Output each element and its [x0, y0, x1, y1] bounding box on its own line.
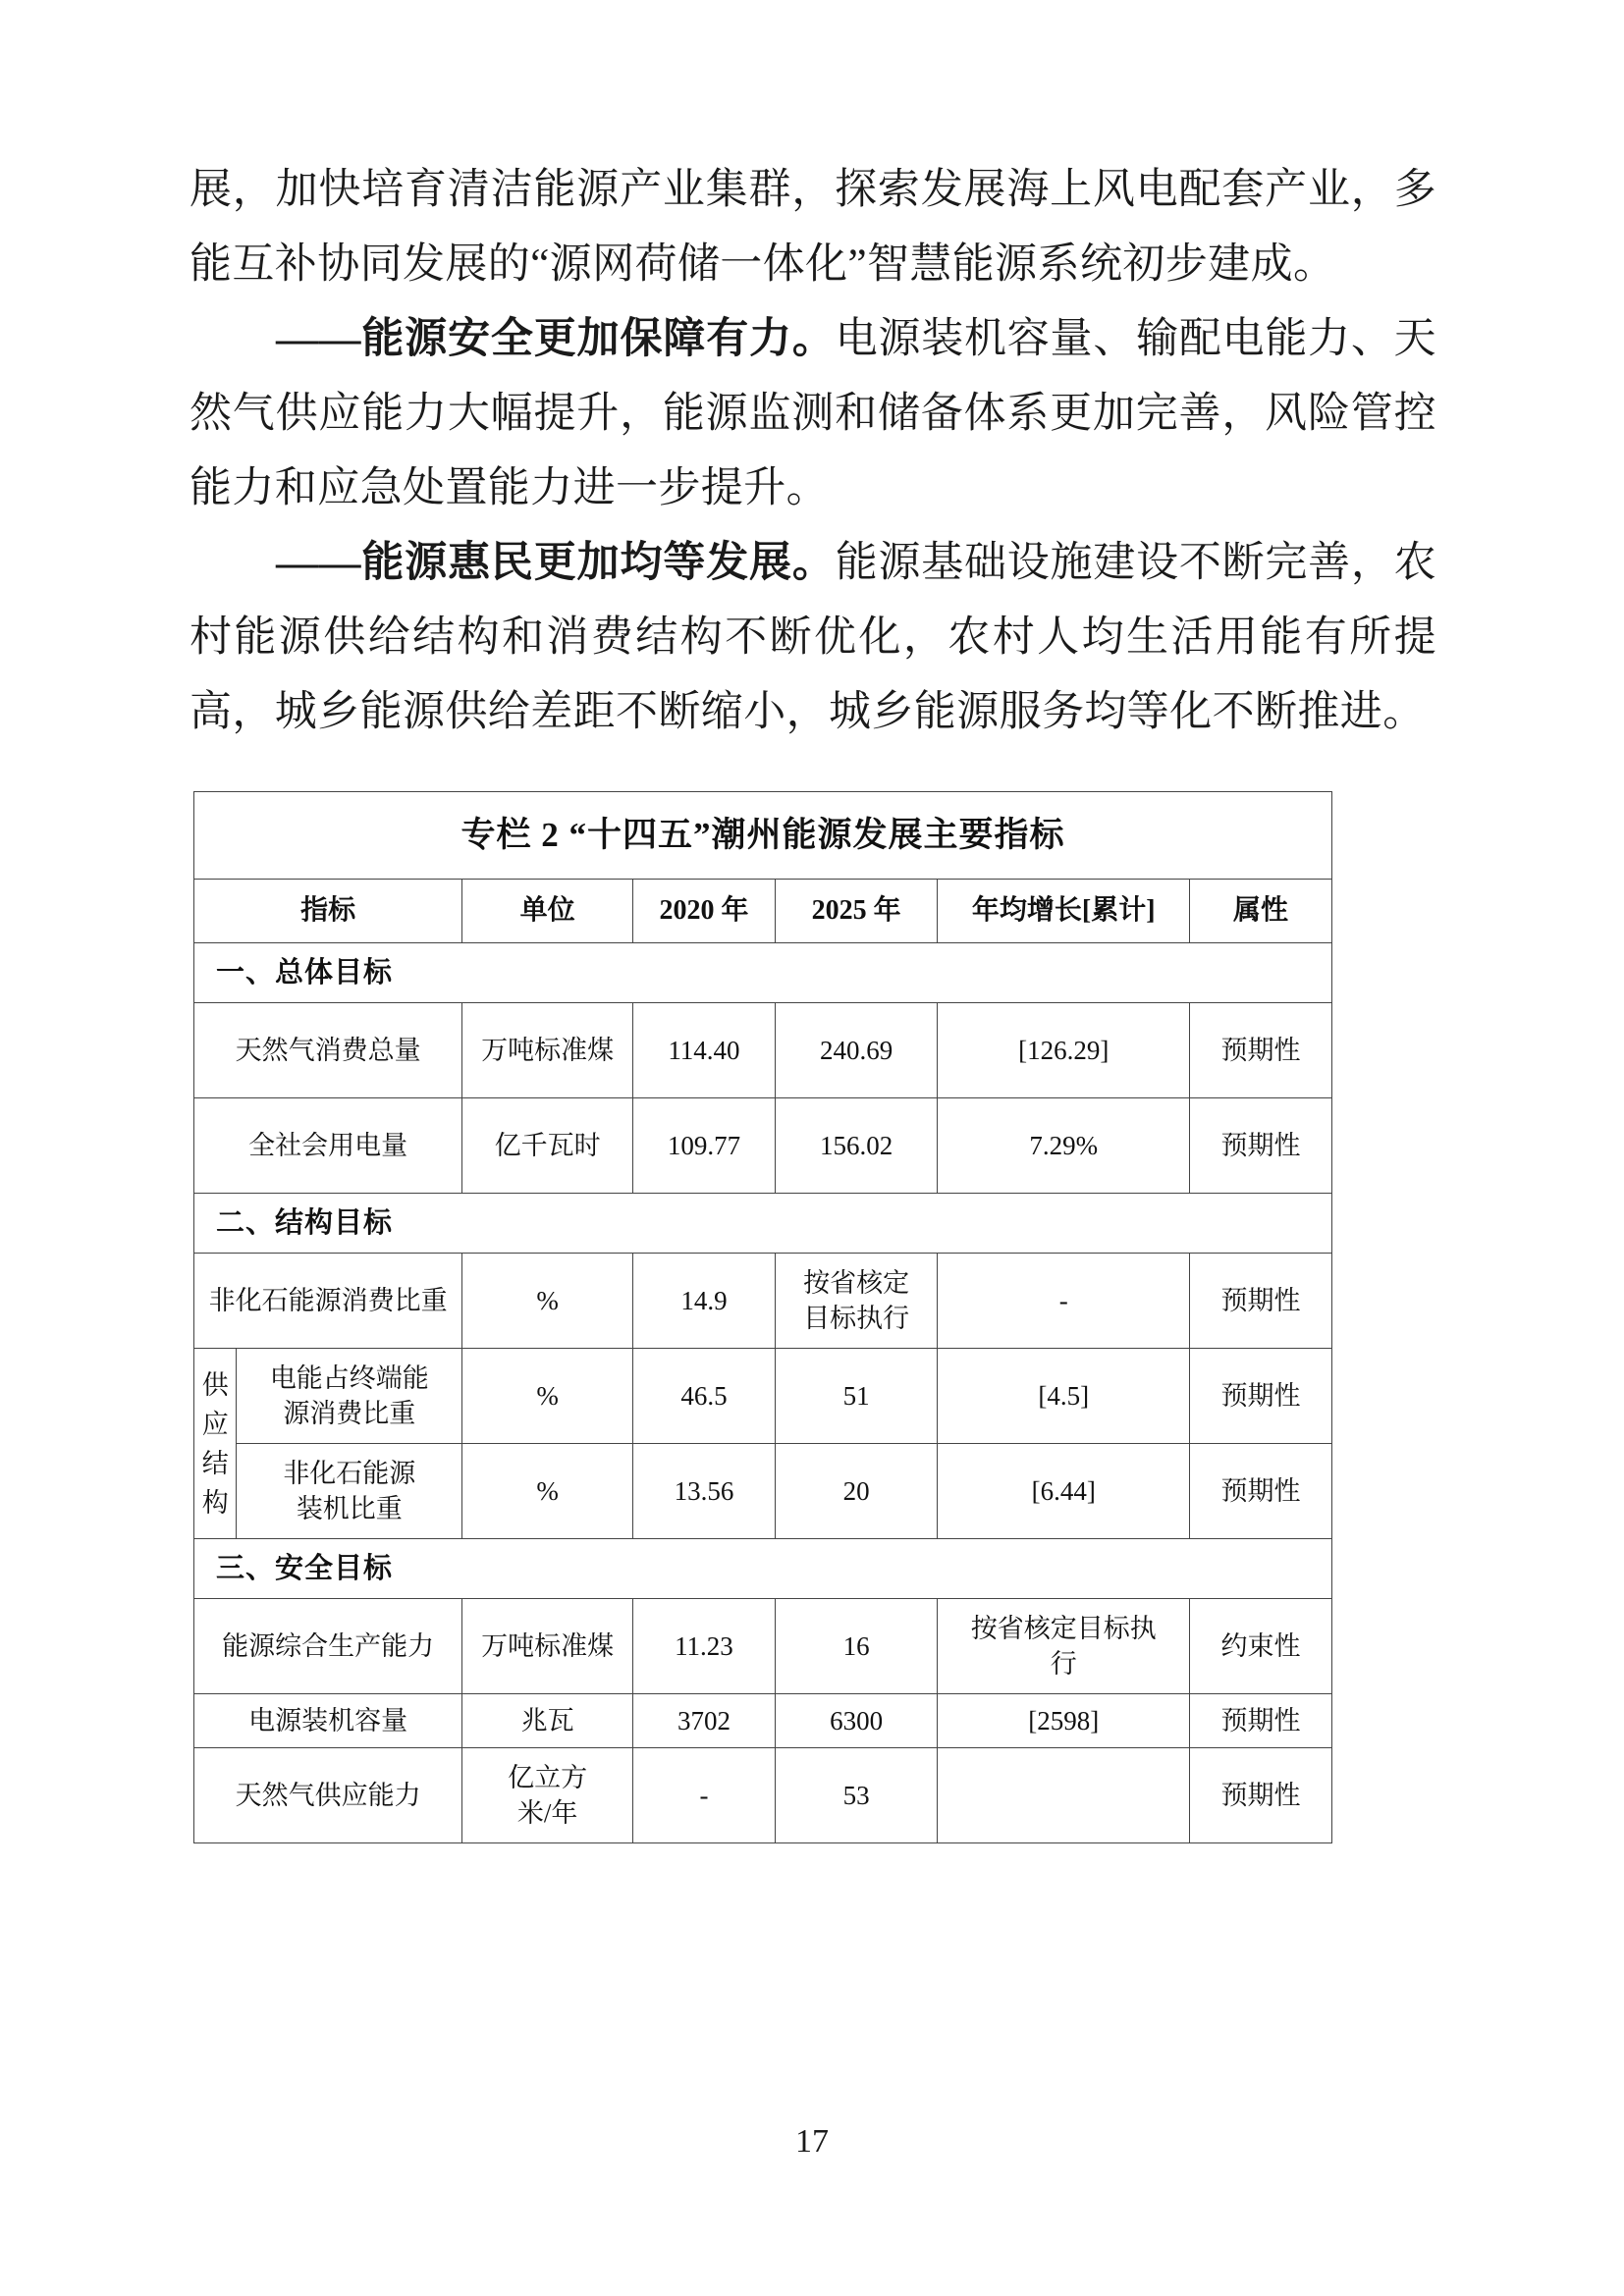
table-row [194, 1599, 1332, 1694]
page-number: 17 [795, 2123, 829, 2160]
section-heading-structure: 二、结构目标 [194, 1194, 1332, 1254]
row-2025: 156.02 [775, 1098, 938, 1194]
section-heading-row [194, 1194, 1332, 1254]
row-growth: - [938, 1254, 1190, 1349]
paragraph-3 [189, 526, 1436, 750]
row-unit: % [462, 1349, 633, 1444]
row-2020: 114.40 [633, 1003, 776, 1098]
row-indicator: 天然气供应能力 [194, 1748, 462, 1843]
chart-box-title: 专栏 2 “十四五”潮州能源发展主要指标 [194, 792, 1332, 880]
row-2025: 6300 [775, 1694, 938, 1748]
paragraph-2-body: 电源装机容量、输配电能力、天然气供应能力大幅提升，能源监测和储备体系更加完善，风险管控能力和应急处置能力进一步提升。 [189, 316, 1437, 511]
row-unit: 万吨标准煤 [462, 1003, 633, 1098]
row-indicator: 电能占终端能源消费比重 [237, 1349, 462, 1444]
row-indicator: 电源装机容量 [194, 1694, 462, 1748]
row-indicator: 能源综合生产能力 [194, 1599, 462, 1694]
row-growth [938, 1748, 1190, 1843]
col-header-attribute: 属性 [1190, 880, 1332, 943]
table-header-row [194, 880, 1332, 943]
row-2020: - [633, 1748, 776, 1843]
row-unit: % [462, 1254, 633, 1349]
table-row [194, 1349, 1332, 1444]
section-heading-row [194, 1539, 1332, 1599]
row-2020: 14.9 [633, 1254, 776, 1349]
row-unit: 兆瓦 [462, 1694, 633, 1748]
row-attribute: 预期性 [1190, 1254, 1332, 1349]
section-heading-security: 三、安全目标 [194, 1539, 1332, 1599]
page-content [189, 153, 1436, 1843]
col-header-2025: 2025 年 [775, 880, 938, 943]
table-row [194, 1098, 1332, 1194]
col-header-growth: 年均增长[累计] [938, 880, 1190, 943]
row-attribute: 预期性 [1190, 1349, 1332, 1444]
paragraph-2 [189, 302, 1436, 526]
row-unit: 亿立方米/年 [462, 1748, 633, 1843]
section-heading-overall: 一、总体目标 [194, 943, 1332, 1003]
row-2020: 3702 [633, 1694, 776, 1748]
row-2020: 109.77 [633, 1098, 776, 1194]
row-growth: 7.29% [938, 1098, 1190, 1194]
row-2025: 53 [775, 1748, 938, 1843]
row-unit: 万吨标准煤 [462, 1599, 633, 1694]
table-title-row [194, 792, 1332, 880]
table-row [194, 1254, 1332, 1349]
row-unit: 亿千瓦时 [462, 1098, 633, 1194]
col-header-indicator: 指标 [194, 880, 462, 943]
section-heading-row [194, 943, 1332, 1003]
row-growth: [2598] [938, 1694, 1190, 1748]
row-2025: 51 [775, 1349, 938, 1444]
row-growth: [6.44] [938, 1444, 1190, 1539]
row-indicator: 非化石能源消费比重 [194, 1254, 462, 1349]
row-2020: 46.5 [633, 1349, 776, 1444]
col-header-2020: 2020 年 [633, 880, 776, 943]
indicators-table [193, 791, 1332, 1843]
row-attribute: 预期性 [1190, 1003, 1332, 1098]
chart-box [189, 791, 1436, 1843]
row-2025: 240.69 [775, 1003, 938, 1098]
paragraph-2-lead: ——能源安全更加保障有力。 [276, 316, 836, 362]
table-row [194, 1694, 1332, 1748]
row-growth: 按省核定目标执行 [938, 1599, 1190, 1694]
row-attribute: 预期性 [1190, 1748, 1332, 1843]
row-unit: % [462, 1444, 633, 1539]
row-indicator: 非化石能源装机比重 [237, 1444, 462, 1539]
row-attribute: 预期性 [1190, 1694, 1332, 1748]
row-attribute: 约束性 [1190, 1599, 1332, 1694]
row-attribute: 预期性 [1190, 1098, 1332, 1194]
row-2025: 16 [775, 1599, 938, 1694]
table-row [194, 1444, 1332, 1539]
table-row [194, 1748, 1332, 1843]
row-growth: [4.5] [938, 1349, 1190, 1444]
paragraph-3-body: 能源基础设施建设不断完善，农村能源供给结构和消费结构不断优化，农村人均生活用能有所提高，城乡能源供给差距不断缩小，城乡能源服务均等化不断推进。 [189, 540, 1437, 735]
row-2025: 20 [775, 1444, 938, 1539]
col-header-unit: 单位 [462, 880, 633, 943]
table-row [194, 1003, 1332, 1098]
paragraph-1: 展，加快培育清洁能源产业集群，探索发展海上风电配套产业，多能互补协同发展的“源网荷储一体化”智慧能源系统初步建成。 [189, 167, 1436, 288]
row-growth: [126.29] [938, 1003, 1190, 1098]
paragraph-3-lead: ——能源惠民更加均等发展。 [276, 540, 836, 586]
row-2020: 11.23 [633, 1599, 776, 1694]
row-indicator: 全社会用电量 [194, 1098, 462, 1194]
row-2025: 按省核定目标执行 [775, 1254, 938, 1349]
row-2020: 13.56 [633, 1444, 776, 1539]
row-attribute: 预期性 [1190, 1444, 1332, 1539]
row-group-label: 供应结构 [194, 1349, 237, 1539]
row-indicator: 天然气消费总量 [194, 1003, 462, 1098]
